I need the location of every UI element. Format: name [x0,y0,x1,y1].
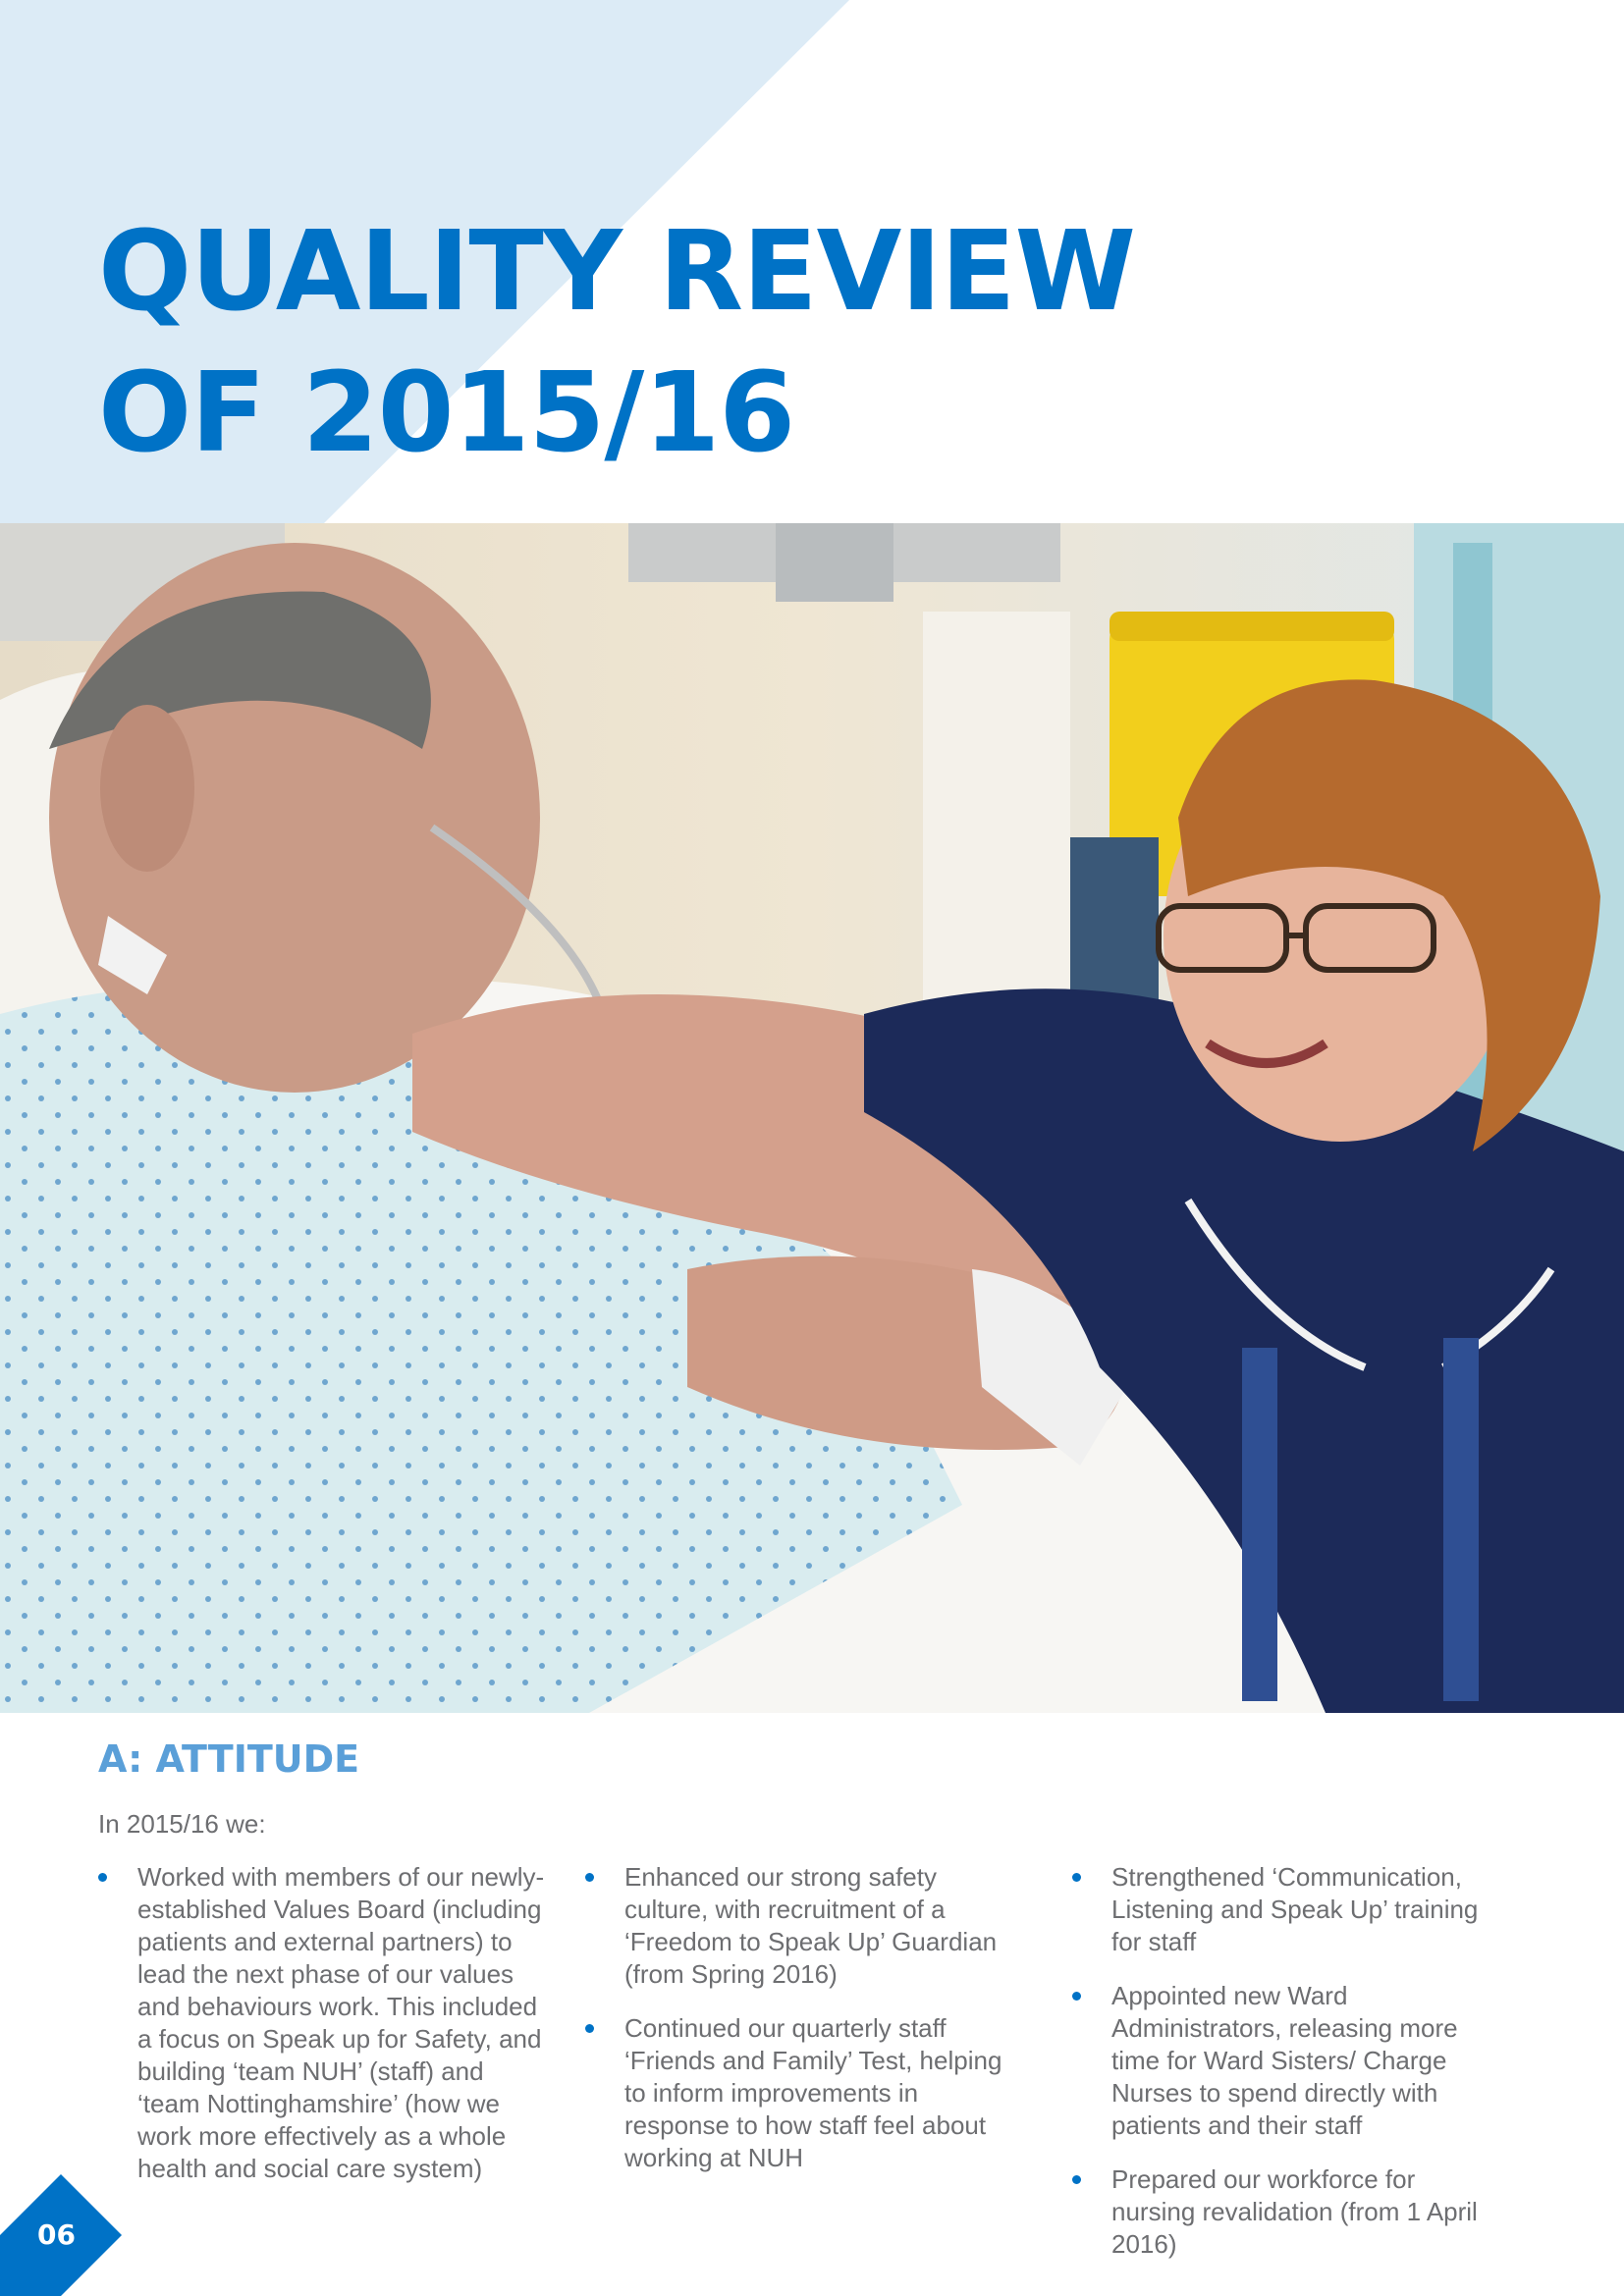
list-item [585,2012,1017,2174]
list-item [1072,1980,1504,2142]
bullet-icon [1072,2175,1081,2184]
bullet-column-3 [1072,1861,1504,2282]
list-item [1072,2163,1504,2261]
list-item-text: Strengthened ‘Communication, Listening and Speak Up’ training for staff [1111,1862,1479,1956]
list-item-text: Continued our quarterly staff ‘Friends and Family’ Test, helping to inform improvements in response to how staff feel about working at NUH [624,2013,1002,2172]
page-number: 06 [37,2218,76,2251]
bullet-icon [585,1873,594,1882]
bullet-column-2 [585,1861,1017,2196]
page-title-line-1: QUALITY REVIEW [98,208,1136,336]
list-item-text: Appointed new Ward Administrators, releasing more time for Ward Sisters/ Charge Nurses to spend directly with patients and their staff [1111,1981,1458,2140]
bullet-icon [1072,1873,1081,1882]
page-title [98,201,1135,484]
list-item [1072,1861,1504,1958]
nurse-with-patient-photo [0,523,1624,1713]
list-item [98,1861,550,2185]
list-item [585,1861,1017,1991]
list-item-text: Prepared our workforce for nursing revalidation (from 1 April 2016) [1111,2164,1478,2259]
bullet-icon [1072,1992,1081,2001]
intro-text: In 2015/16 we: [98,1809,266,1839]
bullet-icon [98,1873,107,1882]
list-item-text: Enhanced our strong safety culture, with recruitment of a ‘Freedom to Speak Up’ Guardian (from Spring 2016) [624,1862,998,1989]
list-item-text: Worked with members of our newly-established Values Board (including patients and external partners) to lead the next phase of our values and behaviours work. This included a focus on Speak up for Safety, and building ‘team NUH’ (staff) and ‘team Nottinghamshire’ (how we work more effectively as a whole health and social care system) [137,1862,545,2183]
section-heading: A: ATTITUDE [98,1737,360,1781]
page-title-line-2: OF 2015/16 [98,349,795,477]
bullet-icon [585,2024,594,2033]
bullet-column-1 [98,1861,550,2207]
